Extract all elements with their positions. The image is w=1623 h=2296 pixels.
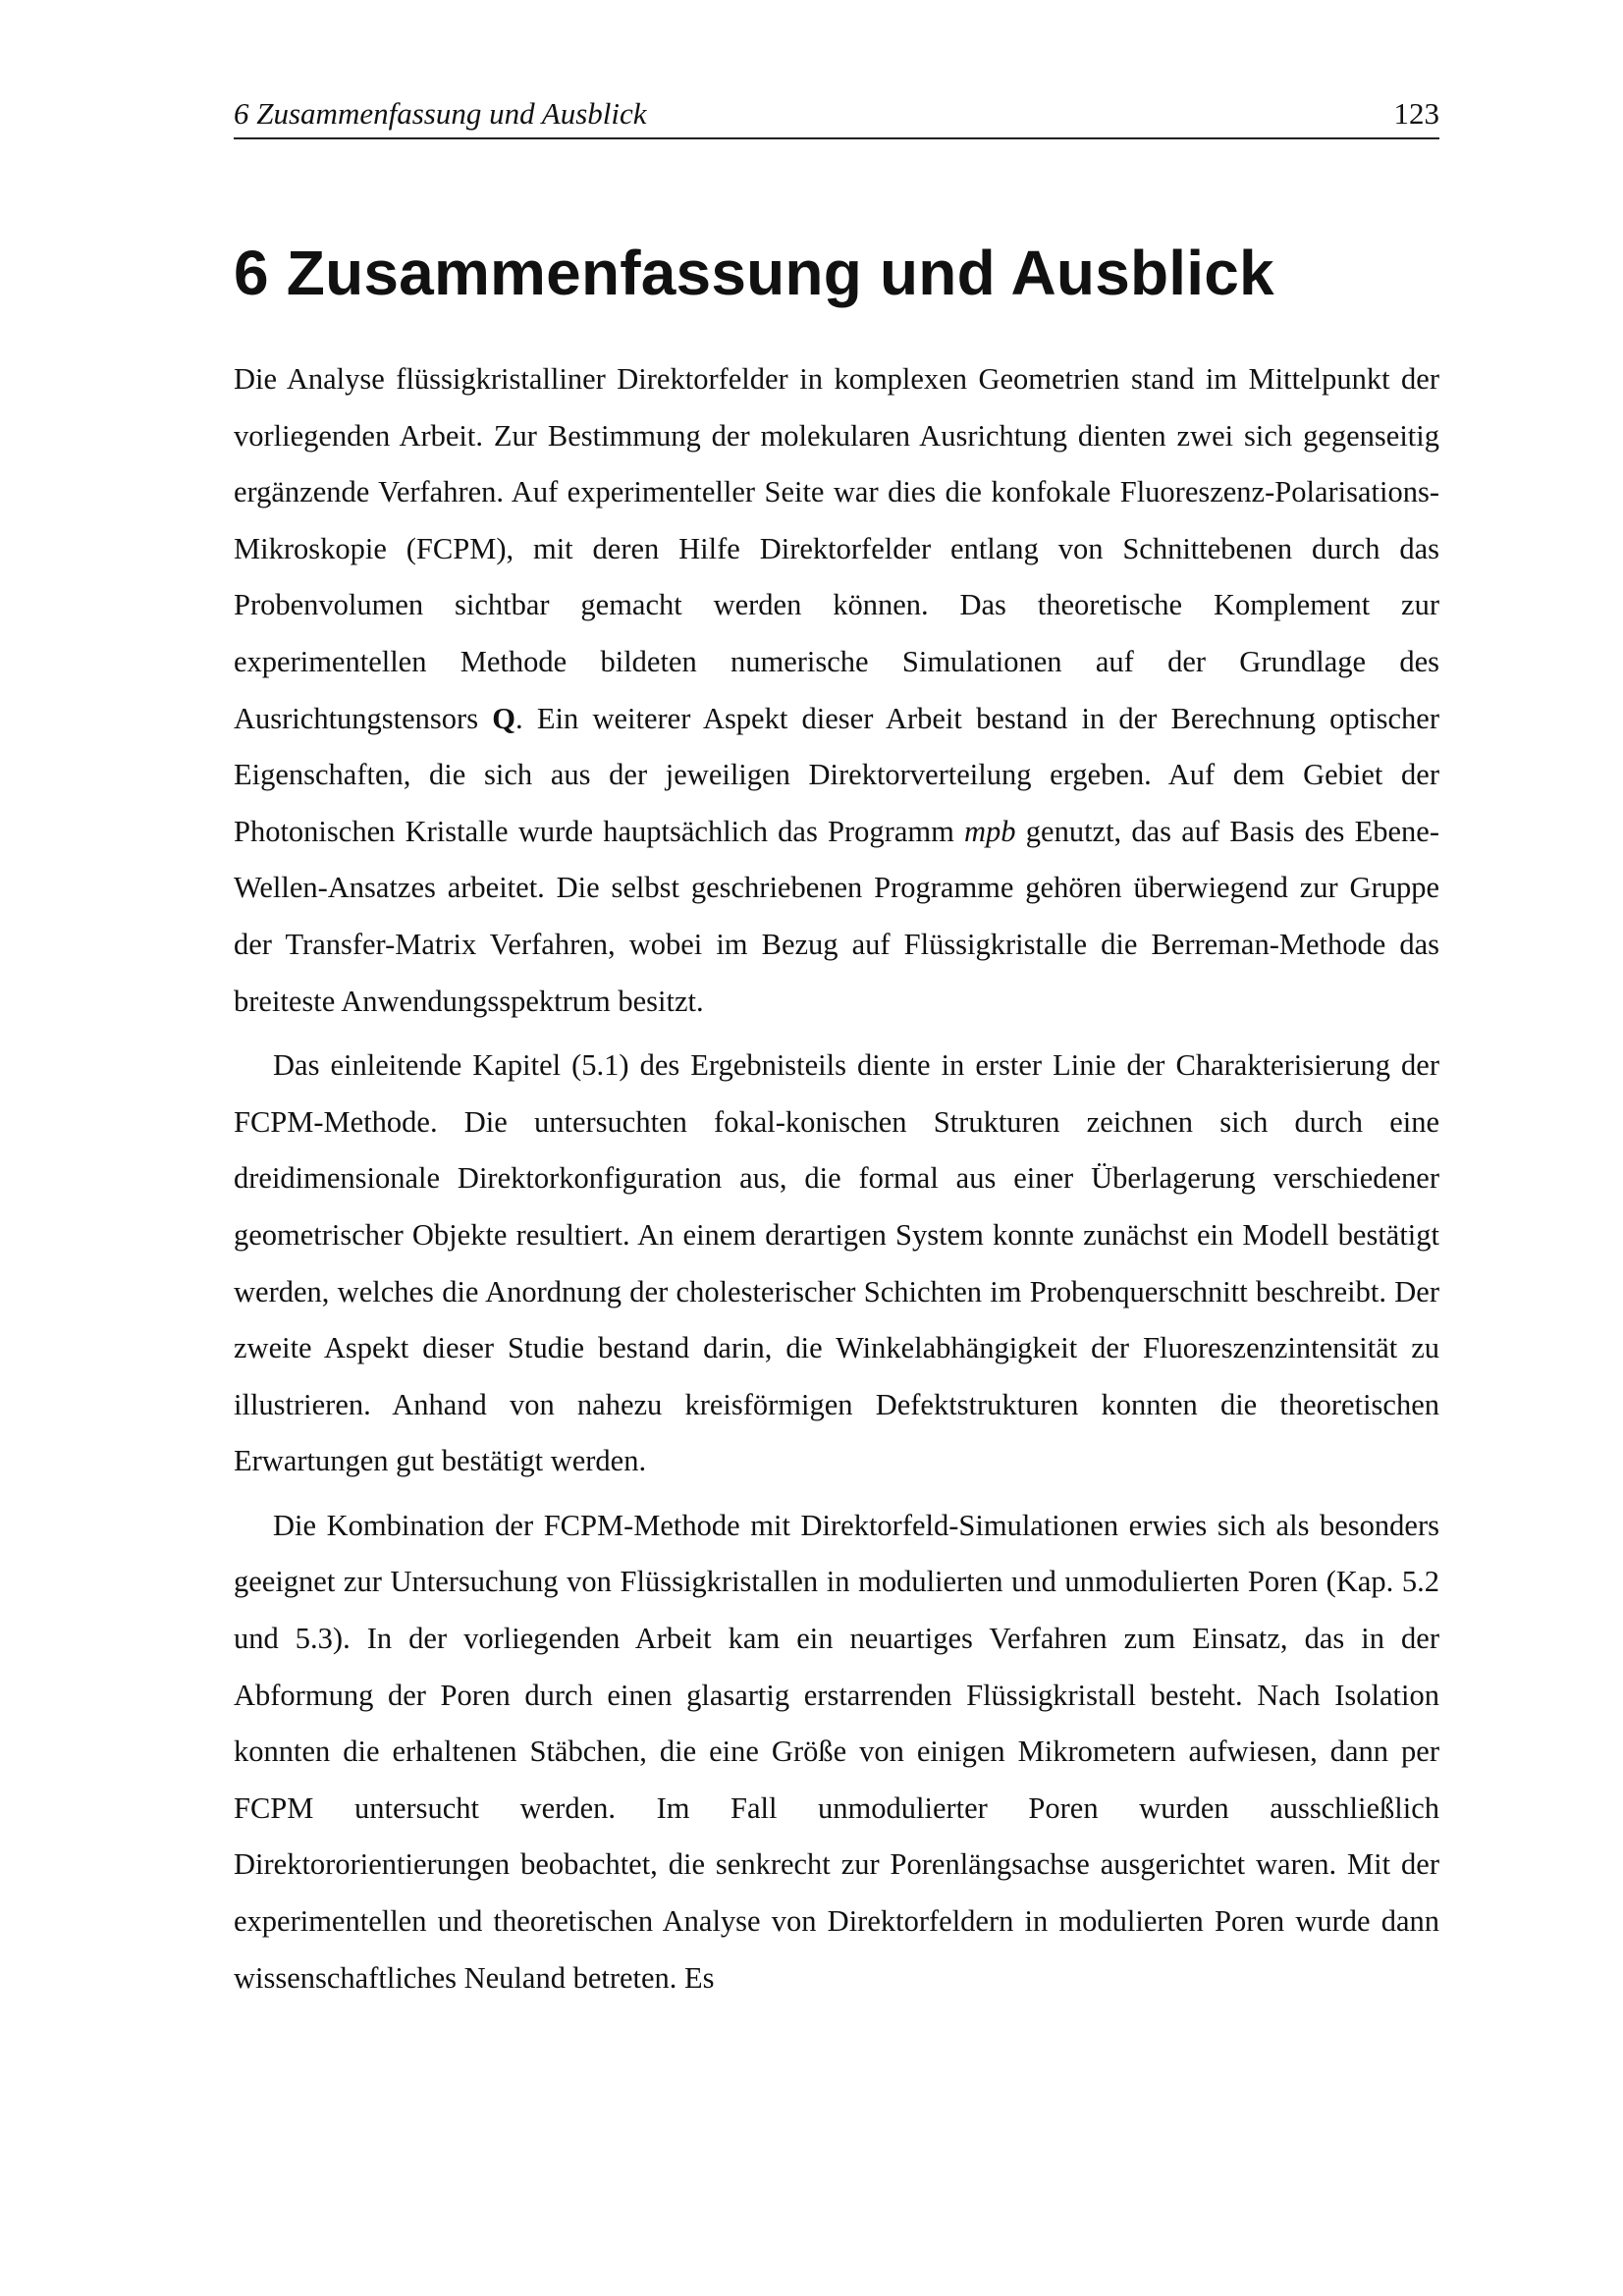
running-header-title: 6 Zusammenfassung und Ausblick bbox=[234, 96, 647, 131]
page-number: 123 bbox=[1393, 96, 1439, 131]
chapter-heading: 6 Zusammenfassung und Ausblick bbox=[234, 238, 1274, 308]
page bbox=[234, 94, 1439, 2014]
paragraph-1-part-2: . Ein weiterer Aspekt dieser Arbeit bestand in der Berechnung optischer Eigenschaften, die sich aus der jeweiligen Direktorverteilung ergeben. Auf dem Gebiet der Photonischen Kristalle wurde hauptsächlich das Programm bbox=[234, 701, 1439, 848]
paragraph-1-part-3: genutzt, das auf Basis des Ebene-Wellen-Ansatzes arbeitet. Die selbst geschriebenen Programme gehören überwiegend zur Gruppe der Transfer-Matrix Verfahren, wobei im Bezug auf Flüssigkristalle die Berreman-Methode das breiteste Anwendungsspektrum besitzt. bbox=[234, 814, 1439, 1018]
paragraph-1-part-1: Die Analyse flüssigkristalliner Direktorfelder in komplexen Geometrien stand im Mittelpunkt der vorliegenden Arbeit. Zur Bestimmung der molekularen Ausrichtung dienten zwei sich gegenseitig ergänzende Verfahren. Auf experimenteller Seite war dies die konfokale Fluoreszenz-Polarisations-Mikroskopie (FCPM), mit deren Hilfe Direktorfelder entlang von Schnittebenen durch das Probenvolumen sichtbar gemacht werden können. Das theoretische Komplement zur experimentellen Methode bildeten numerische Simulationen auf der Grundlage des Ausrichtungstensors bbox=[234, 362, 1439, 735]
tensor-symbol: Q bbox=[492, 701, 516, 735]
paragraph-3: Die Kombination der FCPM-Methode mit Direktorfeld-Simulationen erwies sich als besonders geeignet zur Untersuchung von Flüssigkristallen in modulierten und unmodulierten Poren (Kap. 5.2 und 5.3). In der vorliegenden Arbeit kam ein neuartiges Verfahren zum Einsatz, das in der Abformung der Poren durch einen glasartig erstarrenden Flüssigkristall besteht. Nach Isolation konnten die erhaltenen Stäbchen, die eine Größe von einigen Mikrometern aufwiesen, dann per FCPM untersucht werden. Im Fall unmodulierter Poren wurden ausschließlich Direktororientierungen beobachtet, die senkrecht zur Porenlängsachse ausgerichtet waren. Mit der experimentellen und theoretischen Analyse von Direktorfeldern in modulierten Poren wurde dann wissenschaftliches Neuland betreten. Es bbox=[234, 1508, 1439, 1995]
body-text bbox=[234, 351, 1439, 2006]
running-header bbox=[234, 94, 1439, 139]
program-name: mpb bbox=[964, 814, 1016, 848]
paragraph-1 bbox=[234, 351, 1439, 1030]
paragraph-2: Das einleitende Kapitel (5.1) des Ergebnisteils diente in erster Linie der Charakterisierung der FCPM-Methode. Die untersuchten fokal-konischen Strukturen zeichnen sich durch eine dreidimensionale Direktorkonfiguration aus, die formal aus einer Überlagerung verschiedener geometrischer Objekte resultiert. An einem derartigen System konnte zunächst ein Modell bestätigt werden, welches die Anordnung der cholesterischer Schichten im Probenquerschnitt beschreibt. Der zweite Aspekt dieser Studie bestand darin, die Winkelabhängigkeit der Fluoreszenzintensität zu illustrieren. Anhand von nahezu kreisförmigen Defektstrukturen konnten die theoretischen Erwartungen gut bestätigt werden. bbox=[234, 1048, 1439, 1478]
